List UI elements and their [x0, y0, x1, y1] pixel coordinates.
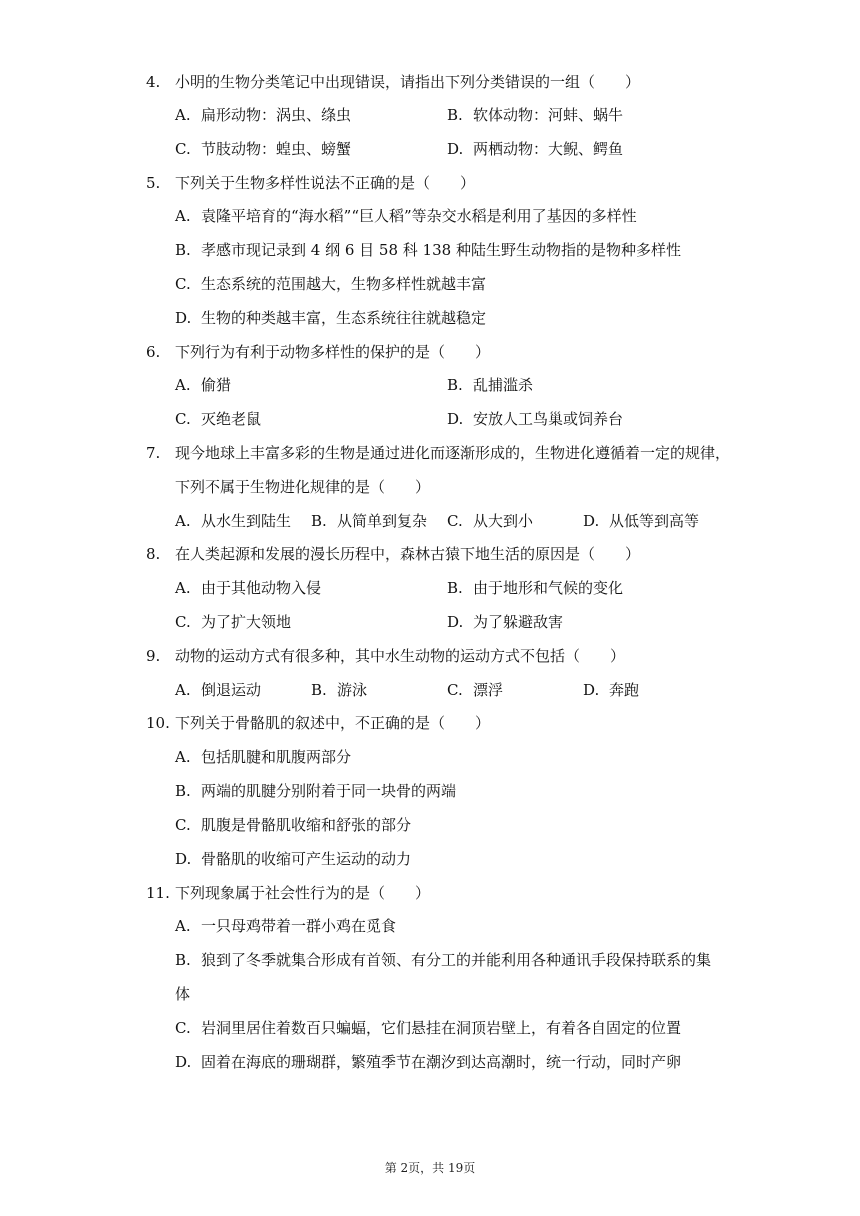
option-b: B. 孝感市现记录到 4 纲 6 目 58 科 138 种陆生野生动物指的是物种多样性	[175, 241, 681, 259]
page-footer: 第 2页，共 19页	[384, 1161, 476, 1175]
question-text: 下列关于骨骼肌的叙述中，不正确的是（ ）	[175, 714, 491, 732]
option-c: C. 为了扩大领地	[175, 613, 292, 631]
option-d: D. 两栖动物：大鲵、鳄鱼	[447, 140, 624, 158]
question-text: 下列不属于生物进化规律的是（ ）	[175, 478, 431, 496]
question-number: 5.	[146, 174, 161, 192]
option-d: D. 奔跑	[583, 681, 640, 699]
option-a: A. 从水生到陆生	[175, 512, 292, 530]
option-a: A. 倒退运动	[175, 681, 262, 699]
question-text: 现今地球上丰富多彩的生物是通过进化而逐渐形成的，生物进化遵循着一定的规律，	[175, 444, 731, 462]
option-d: D. 从低等到高等	[583, 512, 700, 530]
option-c: C. 肌腹是骨骼肌收缩和舒张的部分	[175, 816, 412, 834]
question-number: 6.	[146, 343, 161, 361]
option-b: B. 狼到了冬季就集合形成有首领、有分工的并能利用各种通讯手段保持联系的集	[175, 951, 712, 969]
option-c: C. 漂浮	[447, 681, 504, 699]
option-a: A. 包括肌腱和肌腹两部分	[175, 748, 352, 766]
question-text: 下列行为有利于动物多样性的保护的是（ ）	[175, 343, 491, 361]
option-c: C. 节肢动物：蝗虫、螃蟹	[175, 140, 352, 158]
question-number: 7.	[146, 444, 161, 462]
option-d: D. 固着在海底的珊瑚群，繁殖季节在潮汐到达高潮时，统一行动，同时产卵	[175, 1053, 682, 1071]
question-number: 8.	[146, 545, 161, 563]
option-b: B. 游泳	[311, 681, 368, 699]
question-number: 4.	[146, 73, 161, 91]
option-c: C. 灭绝老鼠	[175, 410, 262, 428]
option-c: C. 生态系统的范围越大，生物多样性就越丰富	[175, 275, 487, 293]
question-number: 11.	[146, 884, 170, 902]
question-text: 动物的运动方式有很多种，其中水生动物的运动方式不包括（ ）	[175, 647, 626, 665]
question-number: 10.	[146, 714, 170, 732]
option-a: A. 袁隆平培育的“海水稻”“巨人稻”等杂交水稻是利用了基因的多样性	[175, 207, 637, 225]
option-c: C. 岩洞里居住着数百只蝙蝠，它们悬挂在洞顶岩壁上，有着各自固定的位置	[175, 1019, 682, 1037]
option-b: B. 从简单到复杂	[311, 512, 428, 530]
option-d: D. 骨骼肌的收缩可产生运动的动力	[175, 850, 412, 868]
option-d: D. 为了躲避敌害	[447, 613, 564, 631]
question-text: 下列现象属于社会性行为的是（ ）	[175, 884, 431, 902]
option-b: B. 软体动物：河蚌、蜗牛	[447, 106, 624, 124]
question-text: 下列关于生物多样性说法不正确的是（ ）	[175, 174, 476, 192]
question-text: 小明的生物分类笔记中出现错误，请指出下列分类错误的一组（ ）	[175, 73, 641, 91]
option-b: B. 由于地形和气候的变化	[447, 579, 624, 597]
option-a: A. 扁形动物：涡虫、绦虫	[175, 106, 352, 124]
option-b: B. 乱捕滥杀	[447, 376, 534, 394]
option-a: A. 由于其他动物入侵	[175, 579, 322, 597]
option-b-continued: 体	[175, 985, 191, 1003]
option-c: C. 从大到小	[447, 512, 534, 530]
option-d: D. 安放人工鸟巢或饲养台	[447, 410, 624, 428]
option-a: A. 偷猎	[175, 376, 232, 394]
question-text: 在人类起源和发展的漫长历程中，森林古猿下地生活的原因是（ ）	[175, 545, 641, 563]
option-b: B. 两端的肌腱分别附着于同一块骨的两端	[175, 782, 457, 800]
question-number: 9.	[146, 647, 161, 665]
option-a: A. 一只母鸡带着一群小鸡在觅食	[175, 917, 397, 935]
option-d: D. 生物的种类越丰富，生态系统往往就越稳定	[175, 309, 487, 327]
